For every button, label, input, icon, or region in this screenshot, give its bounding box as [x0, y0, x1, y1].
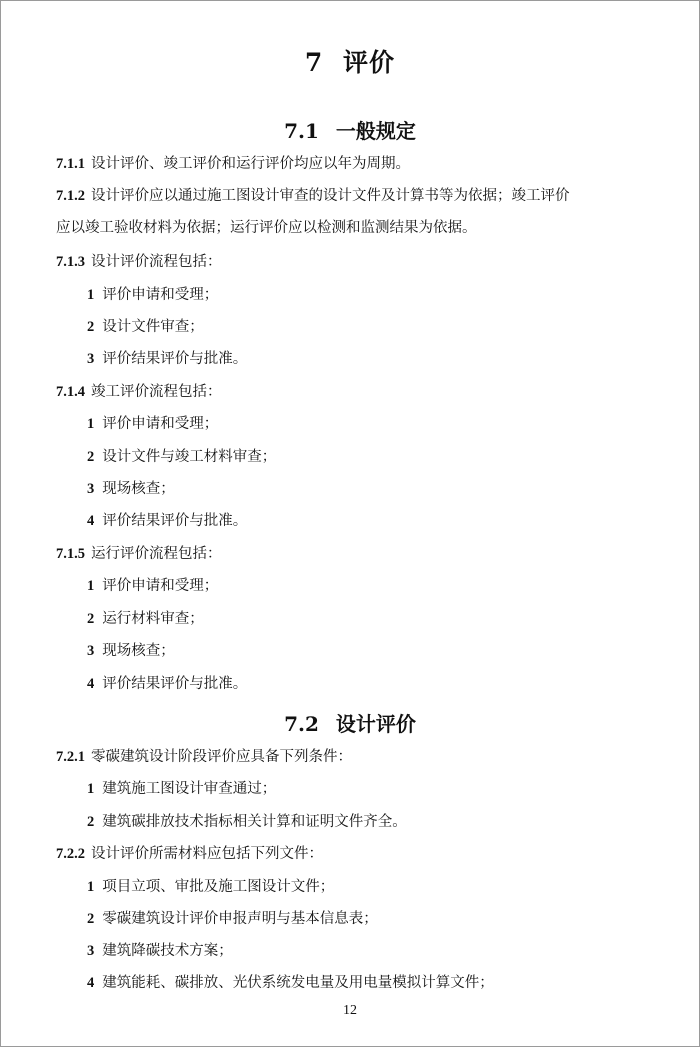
list-item [87, 609, 687, 629]
list-item [87, 877, 687, 897]
section-number: 7.1 [284, 119, 319, 143]
list-item [87, 447, 687, 467]
list-item [87, 576, 687, 596]
section-title [1, 115, 699, 144]
section-title-text: 一般规定 [335, 119, 416, 143]
clause-text: 设计评价所需材料应包括下列文件： [91, 846, 323, 862]
list-item [87, 317, 687, 337]
item-number: 2 [87, 319, 95, 335]
item-number: 3 [87, 351, 95, 367]
item-text: 评价申请和受理； [102, 287, 219, 303]
clause-text: 设计评价应以通过施工图设计审查的设计文件及计算书等为依据；竣工评价 [91, 188, 570, 204]
clause [56, 544, 656, 564]
list-item [87, 349, 687, 369]
list-item [87, 674, 687, 694]
clause-text: 应以竣工验收材料为依据；运行评价应以检测和监测结果为依据。 [56, 220, 477, 236]
clause-number: 7.2.1 [56, 749, 85, 765]
clause-text: 竣工评价流程包括： [91, 384, 222, 400]
item-number: 3 [87, 943, 95, 959]
item-number: 2 [87, 611, 95, 627]
item-number: 1 [87, 879, 95, 895]
clause-number: 7.1.4 [56, 384, 85, 400]
item-text: 零碳建筑设计评价申报声明与基本信息表； [102, 911, 378, 927]
item-text: 建筑碳排放技术指标相关计算和证明文件齐全。 [102, 814, 407, 830]
item-text: 现场核查； [102, 643, 175, 659]
clause-continuation [56, 218, 656, 238]
item-text: 评价结果评价与批准。 [102, 351, 248, 367]
clause [56, 154, 656, 174]
item-number: 2 [87, 911, 95, 927]
clause-number: 7.1.3 [56, 254, 85, 270]
item-text: 运行材料审查； [102, 611, 204, 627]
page-number: 12 [343, 1003, 357, 1018]
clause-text: 设计评价、竣工评价和运行评价均应以年为周期。 [91, 156, 410, 172]
item-number: 1 [87, 287, 95, 303]
item-text: 现场核查； [102, 481, 175, 497]
list-item [87, 285, 687, 305]
item-text: 设计文件审查； [102, 319, 204, 335]
section-title-text: 设计评价 [335, 712, 416, 736]
clause [56, 844, 656, 864]
item-number: 4 [87, 513, 95, 529]
clause [56, 747, 656, 767]
item-text: 评价申请和受理； [102, 578, 219, 594]
item-number: 1 [87, 416, 95, 432]
item-number: 4 [87, 975, 95, 991]
item-number: 4 [87, 676, 95, 692]
item-text: 评价申请和受理； [102, 416, 219, 432]
list-item [87, 511, 687, 531]
item-number: 2 [87, 449, 95, 465]
section-number: 7.2 [284, 712, 319, 736]
item-text: 评价结果评价与批准。 [102, 676, 248, 692]
list-item [87, 414, 687, 434]
list-item [87, 909, 687, 929]
item-number: 3 [87, 481, 95, 497]
item-number: 3 [87, 643, 95, 659]
clause-number: 7.1.5 [56, 546, 85, 562]
clause-text: 零碳建筑设计阶段评价应具备下列条件： [91, 749, 352, 765]
list-item [87, 973, 687, 993]
item-text: 设计文件与竣工材料审查； [102, 449, 277, 465]
item-text: 项目立项、审批及施工图设计文件； [102, 879, 335, 895]
clause-number: 7.1.1 [56, 156, 85, 172]
clause [56, 186, 656, 206]
chapter-number: 7 [304, 48, 324, 77]
item-text: 建筑施工图设计审查通过； [102, 781, 277, 797]
list-item [87, 941, 687, 961]
item-number: 1 [87, 781, 95, 797]
item-number: 2 [87, 814, 95, 830]
list-item [87, 779, 687, 799]
section-title [1, 708, 699, 737]
clause-text: 设计评价流程包括： [91, 254, 222, 270]
clause-number: 7.1.2 [56, 188, 85, 204]
list-item [87, 641, 687, 661]
clause [56, 382, 656, 402]
item-text: 建筑能耗、碳排放、光伏系统发电量及用电量模拟计算文件； [102, 975, 494, 991]
clause-text: 运行评价流程包括： [91, 546, 222, 562]
item-text: 建筑降碳技术方案； [102, 943, 233, 959]
list-item [87, 812, 687, 832]
chapter-title-text: 评价 [343, 48, 396, 77]
chapter-title [1, 43, 699, 79]
clause [56, 252, 656, 272]
item-text: 评价结果评价与批准。 [102, 513, 248, 529]
list-item [87, 479, 687, 499]
item-number: 1 [87, 578, 95, 594]
clause-number: 7.2.2 [56, 846, 85, 862]
